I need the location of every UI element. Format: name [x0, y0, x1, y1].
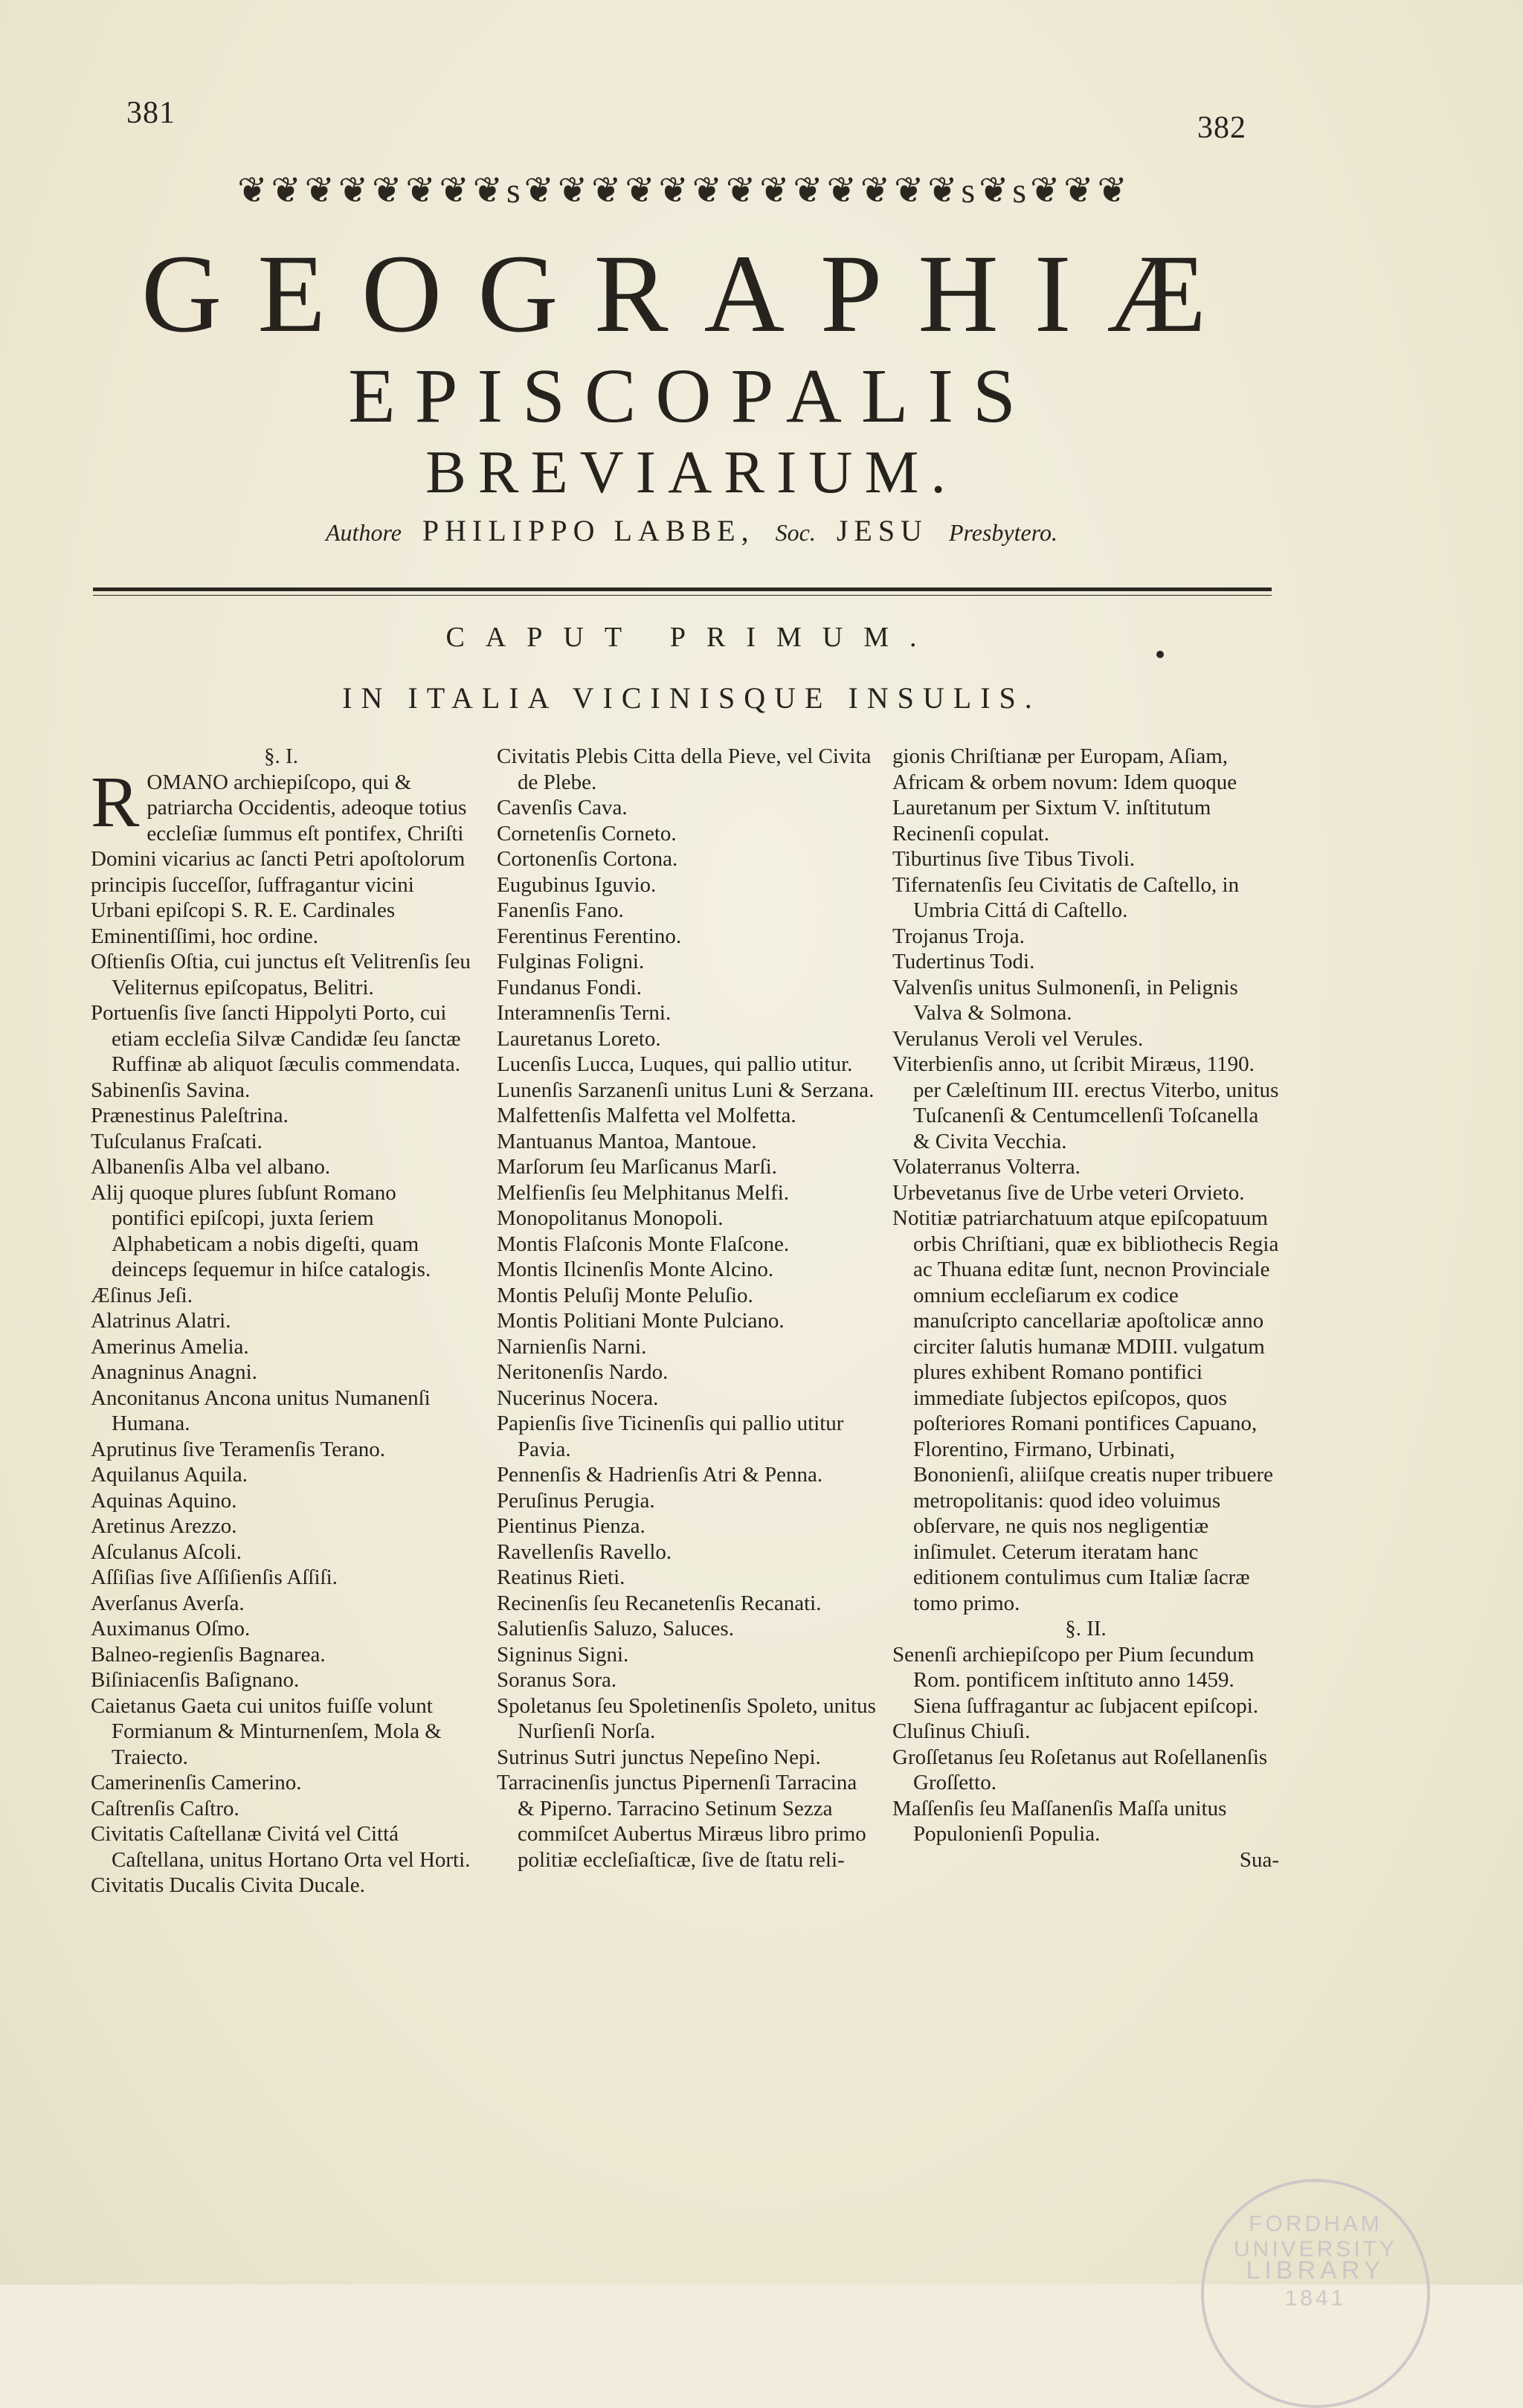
entry: Senenſi archiepiſcopo per Pium ſecundum Rom. pontificem inſtituto anno 1459. Siena ſuffragantur ac ſubjacent epiſcopi. [892, 1642, 1259, 1718]
entry: Aſculanus Aſcoli. [91, 1539, 242, 1564]
entry: Signinus Signi. [497, 1642, 629, 1667]
stamp-text-library: LIBRARY [1246, 2256, 1385, 2285]
entry: Amerinus Amelia. [91, 1334, 249, 1359]
entry: Biſiniacenſis Baſignano. [91, 1668, 300, 1692]
entry: Eugubinus Iguvio. [497, 872, 657, 897]
entry: Aquinas Aquino. [91, 1488, 237, 1513]
entry: Nucerinus Nocera. [497, 1385, 659, 1410]
entry: Anagninus Anagni. [91, 1360, 257, 1384]
ornament-border: ❦❦❦❦❦❦❦❦s❦❦❦❦❦❦❦❦❦❦❦❦❦s❦s❦❦❦ [237, 171, 1131, 210]
library-stamp [1201, 2179, 1430, 2408]
entry: Soranus Sora. [497, 1668, 617, 1692]
author-prefix: Authore [326, 519, 402, 546]
title-line-3: BREVIARIUM. [425, 438, 958, 506]
section-mark: §. II. [1065, 1617, 1107, 1641]
stamp-text-university: FORDHAM UNIVERSITY [1233, 2212, 1398, 2261]
stamp-text-year: 1841 [1284, 2286, 1347, 2311]
entry: Lucenſis Lucca, Luques, qui pallio utitur. [497, 1052, 853, 1076]
entry: Lauretanus Loreto. [497, 1026, 661, 1051]
entry: Notitiæ patriarchatuum atque epiſcopatuum orbis Chriſtiani, quæ ex bibliothecis Regia ac Thuana editæ ſunt, necnon Provinciale omnium eccleſiarum ex codice manuſcripto cancellariæ apoſtolicæ anno circiter ſalutis humanæ MDIII. vulgatum plures exhibent Romano pontifici immediate ſubjectos epiſcopos, quos poſteriores Romani pontifices Capuano, Florentino, Firmano, Urbinati, Bononienſi, aliiſque creatis nuper tribuere metropolitanis: quod ideo voluimus obſervare, ne quis nos negligentiæ inſimulet. Ceterum iteratam hanc editionem contulimus cum Italiæ ſacræ tomo primo. [892, 1206, 1279, 1615]
entry: Tudertinus Todi. [892, 950, 1035, 973]
entry: gionis Chriſtianæ per Europam, Aſiam, Africam & orbem novum: Idem quoque Lauretanum per Sixtum V. inſtitutum Recinenſi copulat. [892, 744, 1237, 846]
entry: Tifernatenſis ſeu Civitatis de Caſtello, in Umbria Cittá di Caſtello. [892, 872, 1240, 922]
page-number-left: 381 [126, 96, 176, 130]
title-line-2: EPISCOPALIS [348, 353, 1035, 439]
entry: Cortonenſis Cortona. [497, 847, 678, 871]
entry: Pientinus Pienza. [497, 1514, 645, 1538]
entry: Averſanus Averſa. [91, 1591, 245, 1615]
entry: Interamnenſis Terni. [497, 1001, 672, 1025]
entry: Fanenſis Fano. [497, 898, 624, 922]
entry: Tuſculanus Fraſcati. [91, 1129, 263, 1153]
entry: Prænestinus Paleſtrina. [91, 1104, 289, 1127]
entry: Balneo-regienſis Bagnarea. [91, 1642, 326, 1667]
ink-dot [1156, 651, 1164, 658]
text-column-2 [497, 744, 878, 1873]
entry: Auximanus Oſmo. [91, 1617, 251, 1641]
entry: Civitatis Caſtellanæ Civitá vel Cittá Caſtellana, unitus Hortano Orta vel Horti. [91, 1822, 471, 1872]
entry: Recinenſis ſeu Recanetenſis Recanati. [497, 1591, 822, 1615]
catchword: Sua- [1239, 1847, 1279, 1872]
entry: Aquilanus Aquila. [91, 1463, 248, 1487]
chapter-subtitle: IN ITALIA VICINISQUE INSULIS. [342, 681, 1041, 715]
entry: Cavenſis Cava. [497, 796, 628, 820]
entry: Cornetenſis Corneto. [497, 821, 677, 846]
text-column-3 [892, 744, 1279, 1873]
entry: Peruſinus Perugia. [497, 1488, 655, 1513]
entry: Trojanus Troja. [892, 924, 1025, 948]
title-rule-thin [93, 595, 1272, 596]
entry: Tiburtinus ſive Tibus Tivoli. [892, 847, 1136, 871]
section-mark: §. I. [264, 744, 298, 768]
entry: Montis Flaſconis Monte Flaſcone. [497, 1232, 790, 1256]
paragraph [91, 762, 471, 950]
paragraph-text: OMANO archiepiſcopo, qui & patriarcha Occidentis, adeoque totius eccleſiæ ſummus eſt pontifex, Chriſti Domini vicarius ac ſancti Petri apoſtolorum principis ſucceſſor, ſuffragantur vicini Urbani epiſcopi S. R. E. Cardinales Eminentiſſimi, hoc ordine. [91, 770, 467, 948]
text-column-1 [91, 744, 471, 1899]
entry: Montis Ilcinenſis Monte Alcino. [497, 1258, 774, 1281]
entry: Oſtienſis Oſtia, cui junctus eſt Velitrenſis ſeu Veliternus epiſcopatus, Belitri. [91, 950, 471, 999]
entry: Fulginas Foligni. [497, 950, 645, 973]
entry: Cluſinus Chiuſi. [892, 1719, 1031, 1743]
entry: Maſſenſis ſeu Maſſanenſis Maſſa unitus Populonienſi Populia. [892, 1796, 1227, 1846]
entry: Alij quoque plures ſubſunt Romano pontifici epiſcopi, juxta ſeriem Alphabeticam a nobis digeſti, quam deinceps ſequemur in hiſce catalogis. [91, 1180, 431, 1281]
entry: Albanenſis Alba vel albano. [91, 1155, 331, 1179]
entry: Ravellenſis Ravello. [497, 1539, 672, 1564]
entry: Fundanus Fondi. [497, 975, 642, 999]
entry: Papienſis ſive Ticinenſis qui pallio utitur Pavia. [497, 1411, 844, 1461]
chapter-heading: CAPUT PRIMUM. [445, 622, 938, 653]
entry: Camerinenſis Camerino. [91, 1771, 302, 1794]
entry: Æſinus Jeſi. [91, 1283, 193, 1307]
entry: Civitatis Ducalis Civita Ducale. [91, 1873, 365, 1897]
author-name: PHILIPPO LABBE, [422, 514, 755, 547]
entry: Urbevetanus ſive de Urbe veteri Orvieto. [892, 1180, 1245, 1205]
entry: Ferentinus Ferentino. [497, 924, 682, 948]
entry: Montis Politiani Monte Pulciano. [497, 1309, 785, 1333]
entry: Tarracinenſis junctus Pipernenſi Tarracina & Piperno. Tarracino Setinum Sezza commiſcet Aubertus Miræus libro primo politiæ eccleſiaſticæ, ſive de ſtatu reli- [497, 1771, 866, 1872]
entry: Melfienſis ſeu Melphitanus Melfi. [497, 1180, 790, 1205]
entry: Civitatis Plebis Citta della Pieve, vel Civita de Plebe. [497, 744, 872, 794]
entry: Alatrinus Alatri. [91, 1309, 231, 1333]
entry: Narnienſis Narni. [497, 1334, 647, 1359]
entry: Pennenſis & Hadrienſis Atri & Penna. [497, 1463, 823, 1487]
entry: Verulanus Veroli vel Verules. [892, 1026, 1144, 1051]
entry: Aprutinus ſive Teramenſis Terano. [91, 1437, 385, 1461]
entry: Sutrinus Sutri junctus Nepeſino Nepi. [497, 1745, 821, 1769]
entry: Salutienſis Saluzo, Saluces. [497, 1617, 734, 1641]
title-line-1: GEOGRAPHIÆ [141, 232, 1243, 355]
entry: Groſſetanus ſeu Roſetanus aut Roſellanenſis Groſſetto. [892, 1745, 1268, 1794]
entry: Malfettenſis Malfetta vel Molfetta. [497, 1104, 796, 1127]
entry: Montis Peluſij Monte Peluſio. [497, 1283, 753, 1307]
entry: Viterbienſis anno, ut ſcribit Miræus, 1190. per Cæleſtinum III. erectus Viterbo, unitus Tuſcanenſi & Centumcellenſi Toſcanella & Civita Vecchia. [892, 1052, 1279, 1153]
entry: Caietanus Gaeta cui unitos fuiſſe volunt Formianum & Minturnenſem, Mola & Traiecto. [91, 1693, 442, 1769]
author-line [104, 513, 1279, 548]
drop-cap: R [91, 762, 140, 843]
entry: Valvenſis unitus Sulmonenſi, in Pelignis Valva & Solmona. [892, 975, 1238, 1025]
author-jesu: JESU [836, 514, 928, 547]
page-number-right: 382 [1197, 111, 1246, 145]
entry: Marſorum ſeu Marſicanus Marſi. [497, 1155, 777, 1179]
entry: Monopolitanus Monopoli. [497, 1206, 724, 1230]
entry: Lunenſis Sarzanenſi unitus Luni & Serzana. [497, 1078, 875, 1102]
author-soc: Soc. [775, 519, 816, 546]
entry: Sabinenſis Savina. [91, 1078, 251, 1102]
entry: Anconitanus Ancona unitus Numanenſi Humana. [91, 1385, 431, 1435]
entry: Portuenſis ſive ſancti Hippolyti Porto, cui etiam eccleſia Silvæ Candidæ ſeu ſanctæ Ruffinæ ab aliquot ſæculis commendata. [91, 1001, 461, 1076]
author-suffix: Presbytero. [948, 519, 1057, 546]
entry: Volaterranus Volterra. [892, 1155, 1081, 1179]
entry: Aſſiſias ſive Aſſiſienſis Aſſiſi. [91, 1565, 338, 1589]
entry: Reatinus Rieti. [497, 1565, 625, 1589]
entry: Caſtrenſis Caſtro. [91, 1796, 239, 1821]
entry: Mantuanus Mantoa, Mantoue. [497, 1129, 757, 1153]
entry: Neritonenſis Nardo. [497, 1360, 669, 1384]
title-rule-thick [93, 587, 1272, 591]
entry: Spoletanus ſeu Spoletinenſis Spoleto, unitus Nurſienſi Norſa. [497, 1693, 876, 1743]
entry: Aretinus Arezzo. [91, 1514, 237, 1538]
